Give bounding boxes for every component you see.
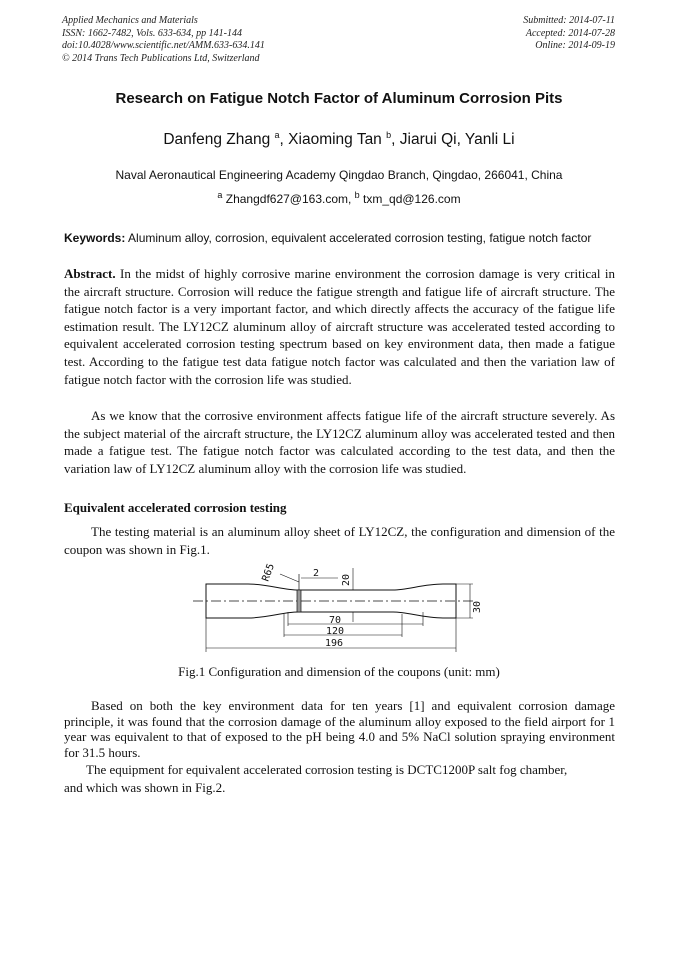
equipment-line-1: The equipment for equivalent accelerated corrosion testing is DCTC1200P salt fog chamber, [86,762,568,777]
testing-paragraph: The testing material is an aluminum alloy sheet of LY12CZ, the configuration and dimension of the coupon was shown in Fig.1. [64,524,615,557]
equipment-paragraph [64,761,615,796]
keywords-label: Keywords: [64,231,126,245]
abstract-text: In the midst of highly corrosive marine environment the corrosion damage is very critical in the aircraft structure. Corrosion will reduce the fatigue strength and fatigue life of aircraft structure. The fatigue notch factor is a very important factor, and which directly affects the accuracy of the fatigue life estimation result. The LY12CZ aluminum alloy of aircraft structure was accelerated tested according to equivalent accelerated corrosion testing spectrum based on key environment data, then made a fatigue test. According to the fatigue test data fatigue notch factor was calculated and then the variation law of fatigue notch factor with the corrosion life was studied. [64,266,615,387]
author-superscript: a [274,129,280,140]
online-date: Online: 2014-09-19 [535,40,615,52]
doi-line: doi:10.4028/www.scientific.net/AMM.633-634.141 [62,40,265,52]
author-list [0,131,678,149]
equipment-line-2: and which was shown in Fig.2. [64,779,226,795]
author-superscript: b [386,129,392,140]
keywords [64,231,616,245]
neck-width-label: 20 [341,573,352,586]
abstract [64,265,615,388]
email-superscript: a [217,190,223,200]
journal-info [62,15,265,65]
author-emails [0,192,678,206]
affiliation: Naval Aeronautical Engineering Academy Qingdao Branch, Qingdao, 266041, China [115,168,563,182]
abstract-label: Abstract. [64,266,116,281]
accepted-date: Accepted: 2014-07-28 [525,27,615,39]
hole-outline [297,590,301,612]
paper-title: Research on Fatigue Notch Factor of Aluminum Corrosion Pits [115,90,563,107]
hole-width-label: 2 [313,568,320,579]
submitted-date: Submitted: 2014-07-11 [523,15,615,26]
keywords-text: Aluminum alloy, corrosion, equivalent accelerated corrosion testing, fatigue notch factor [125,231,592,245]
author-names-rest: , Jiarui Qi, Yanli Li [391,131,515,148]
author-name: Danfeng Zhang [163,131,271,148]
introduction-paragraph: As we know that the corrosive environment affects fatigue life of the aircraft structure severely. As the subject material of the aircraft structure, the LY12CZ aluminum alloy was accelerated tested and then made a fatigue test. The fatigue notch factor was calculated according to the test data, and then the variation law of LY12CZ aluminum alloy with the corrosion life was studied. [64,408,615,476]
email-superscript: b [354,190,360,200]
figure-caption: Fig.1 Configuration and dimension of the coupons (unit: mm) [178,664,500,679]
email-link[interactable]: txm_qd@126.com [359,192,461,206]
submission-dates [523,15,615,53]
copyright-line: © 2014 Trans Tech Publications Ltd, Switzerland [62,52,260,64]
issn-line: ISSN: 1662-7482, Vols. 633-634, pp 141-144 [62,27,242,39]
section-heading: Equivalent accelerated corrosion testing [64,500,287,515]
equivalence-paragraph: Based on both the key environment data for ten years [1] and equivalent corrosion damage principle, it was found that the corrosion damage of the aluminum alloy exposed to the field airport for 1 year was equivalent to that of exposed to the pH being 4.0 and 5% NaCl solution spraying environment for 31.5 hours. [64,698,615,760]
author-separator: , [279,131,289,148]
coupon-drawing [188,560,484,660]
email-link[interactable]: Zhangdf627@163.com, [222,192,355,206]
mid-length-label: 120 [326,626,345,637]
total-height-label: 30 [472,600,483,613]
author-name: Xiaoming Tan [288,131,382,148]
gauge-length-label: 70 [329,615,342,626]
journal-name: Applied Mechanics and Materials [62,15,198,26]
total-length-label: 196 [325,638,344,649]
radius-label: R65 [260,562,277,584]
